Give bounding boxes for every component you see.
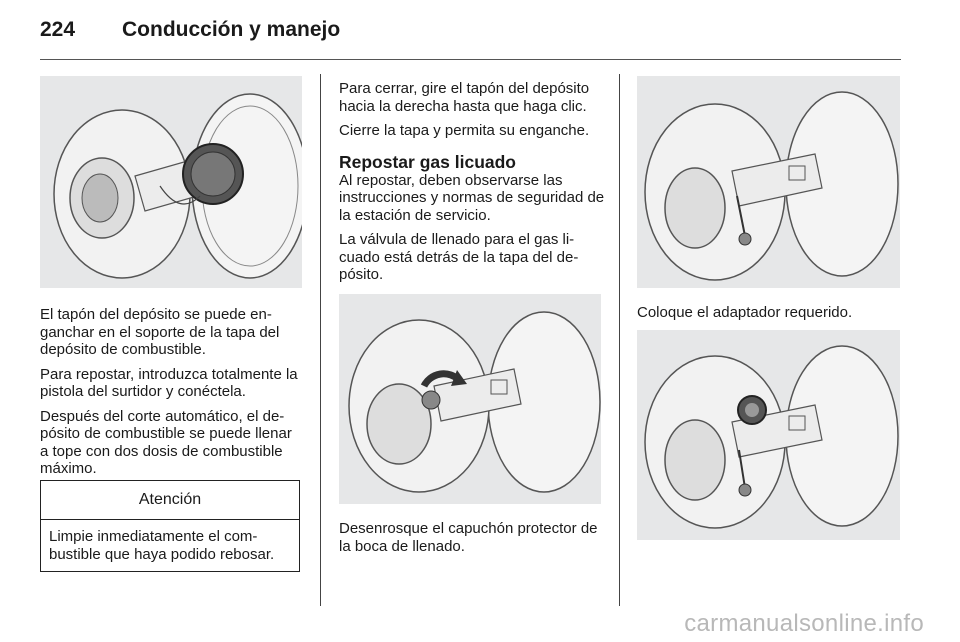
figure-caption: Coloque el adaptador requerido. (637, 304, 853, 321)
column-2-text (339, 80, 607, 291)
column-2-caption (339, 520, 607, 562)
paragraph: Después del corte automático, el de-pósito de combustible se puede llenar a tope con dos dosis de combustible máximo. (40, 407, 292, 477)
page-header (40, 14, 920, 54)
column-1-text (40, 306, 304, 485)
section-heading: Repostar gas licuado (339, 151, 516, 172)
paragraph: Para repostar, introduzca totalmente la pistola del surtidor y conéctela. (40, 365, 298, 400)
fuel-cap-hanging-illustration (40, 76, 302, 288)
page-number: 224 (40, 18, 76, 41)
notice-box (40, 480, 300, 572)
paragraph: Cierre la tapa y permita su enganche. (339, 122, 590, 139)
fit-adapter-illustration (637, 330, 900, 540)
paragraph: Para cerrar, gire el tapón del depósito hacia la derecha hasta que haga clic. (339, 80, 590, 115)
watermark: carmanualsonline.info (684, 610, 924, 637)
header-rule (40, 59, 901, 60)
chapter-title: Conducción y manejo (122, 18, 341, 41)
column-divider-1 (320, 74, 321, 606)
paragraph: Al repostar, deben observarse las instrucciones y normas de seguridad de la estación de servicio. (339, 171, 605, 224)
paragraph: El tapón del depósito se puede en-ganchar en el soporte de la tapa del depósito de combustible. (40, 306, 280, 358)
column-3-caption (637, 304, 905, 329)
notice-title: Atención (41, 481, 299, 520)
figure-caption: Desenrosque el capuchón protector de la boca de llenado. (339, 520, 598, 555)
paragraph: La válvula de llenado para el gas li-cuado está detrás de la tapa del de-pósito. (339, 231, 579, 283)
unscrew-cap-illustration (339, 294, 601, 504)
open-flap-illustration (637, 76, 900, 288)
notice-body: Limpie inmediatamente el com-bustible que haya podido rebosar. (49, 528, 275, 563)
column-divider-2 (619, 74, 620, 606)
